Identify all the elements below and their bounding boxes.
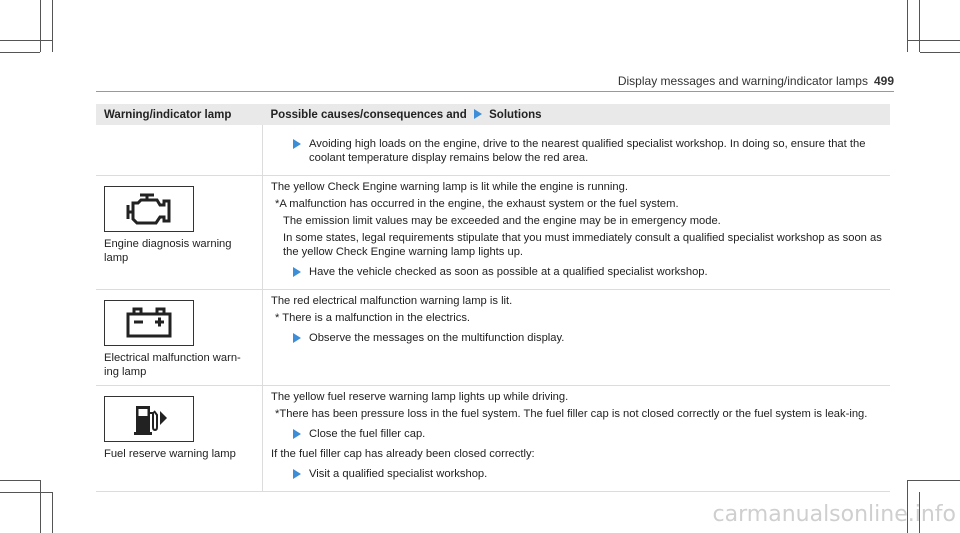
body-text: The emission limit values may be exceeded and the engine may be in emergency mode.	[283, 215, 721, 227]
lamp-symbol-box	[104, 300, 194, 346]
battery-icon	[124, 306, 174, 340]
cause-text: *A malfunction has occurred in the engine, the exhaust system or the fuel system.	[275, 198, 679, 210]
solution-step: Avoiding high loads on the engine, drive to the nearest qualified specialist workshop. In doing so, ensure that the coolant temperature display remains below the red area.	[271, 137, 882, 165]
crop-mark	[40, 480, 41, 533]
arrow-right-icon	[293, 429, 301, 439]
crop-mark	[0, 480, 40, 481]
arrow-right-icon	[474, 109, 482, 119]
running-header	[618, 74, 894, 88]
crop-mark	[52, 492, 53, 533]
table-header-row	[96, 104, 890, 125]
intro-text: The yellow fuel reserve warning lamp lights up while driving.	[271, 391, 569, 403]
check-engine-icon	[124, 191, 174, 227]
solution-step: Observe the messages on the multifunction display.	[271, 331, 882, 345]
crop-mark	[52, 0, 53, 52]
cause-text: * There is a malfunction in the electrics.	[275, 312, 471, 324]
page-number: 499	[873, 74, 894, 88]
crop-mark	[40, 0, 41, 52]
lamp-symbol-box	[104, 396, 194, 442]
crop-mark	[0, 52, 40, 53]
solution-step: Have the vehicle checked as soon as possible at a qualified specialist workshop.	[271, 265, 882, 279]
lamp-cell-empty	[96, 125, 263, 176]
col-header-causes: Possible causes/consequences and Solutions	[263, 104, 891, 125]
solution-step: Visit a qualified specialist workshop.	[271, 467, 882, 481]
causes-cell	[263, 290, 891, 386]
lamp-cell	[96, 290, 263, 386]
lamp-label: Electrical malfunction warn-ing lamp	[104, 352, 241, 378]
crop-mark	[907, 0, 908, 52]
intro-text: The red electrical malfunction warning lamp is lit.	[271, 295, 513, 307]
col-header-lamp: Warning/indicator lamp	[96, 104, 263, 125]
table-row	[96, 386, 890, 492]
crop-mark	[919, 0, 920, 52]
table-row	[96, 290, 890, 386]
intro-text: The yellow Check Engine warning lamp is lit while the engine is running.	[271, 181, 628, 193]
lamp-cell	[96, 176, 263, 290]
arrow-right-icon	[293, 139, 301, 149]
lamp-cell	[96, 386, 263, 492]
causes-cell	[263, 176, 891, 290]
header-rule	[96, 91, 894, 92]
table-row	[96, 125, 890, 176]
lamp-label: Fuel reserve warning lamp	[104, 448, 236, 460]
cause-text: *There has been pressure loss in the fuel system. The fuel filler cap is not closed correctly or the fuel system is leak-ing.	[275, 408, 868, 420]
crop-mark	[0, 40, 52, 41]
crop-mark	[908, 40, 960, 41]
solution-step: Close the fuel filler cap.	[271, 427, 882, 441]
arrow-right-icon	[293, 267, 301, 277]
arrow-right-icon	[293, 333, 301, 343]
arrow-right-icon	[293, 469, 301, 479]
crop-mark	[0, 492, 52, 493]
causes-cell	[263, 386, 891, 492]
crop-mark	[920, 52, 960, 53]
table-row	[96, 176, 890, 290]
lamp-symbol-box	[104, 186, 194, 232]
watermark: carmanualsonline.info	[712, 502, 956, 527]
body-text: In some states, legal requirements stipulate that you must immediately consult a qualified specialist workshop as soon as the yellow Check Engine warning lamp lights up.	[283, 232, 882, 258]
body-text: If the fuel filler cap has already been closed correctly:	[271, 448, 535, 460]
running-title: Display messages and warning/indicator lamps	[617, 74, 868, 88]
warning-lamp-table	[96, 104, 890, 492]
causes-cell	[263, 125, 891, 176]
lamp-label: Engine diagnosis warning lamp	[104, 238, 232, 264]
crop-mark	[908, 480, 960, 481]
fuel-pump-icon	[126, 401, 172, 437]
